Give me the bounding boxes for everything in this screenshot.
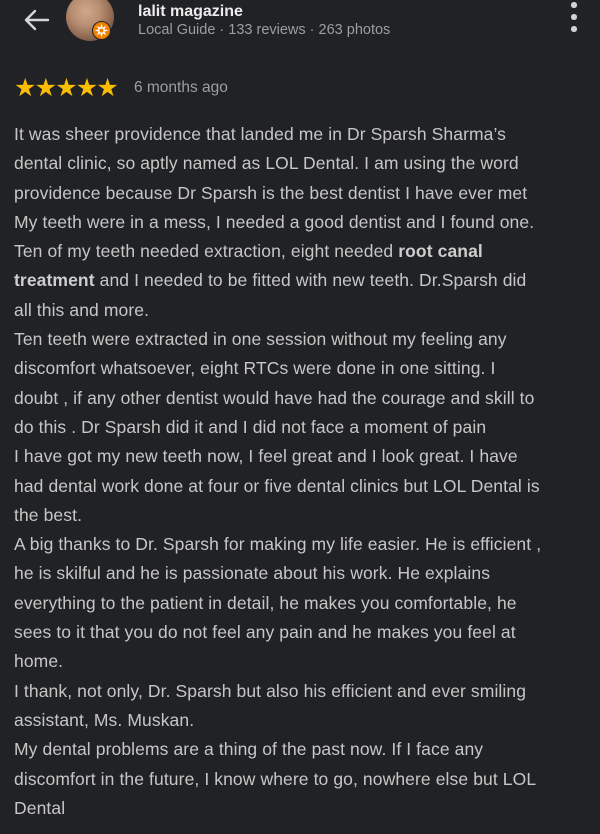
reviewer-name: lalit magazine <box>138 3 243 20</box>
review-line: do this . Dr Sparsh did it and I did not face a moment of pain <box>14 416 487 437</box>
local-guide-badge-icon <box>92 21 111 40</box>
review-line: all this and more. <box>14 299 150 320</box>
star-icon: ★ <box>55 74 78 102</box>
star-icon: ★ <box>14 74 37 102</box>
review-line: had dental work done at four or five dental clinics but LOL Dental is <box>14 475 540 496</box>
review-line: discomfort whatsoever, eight RTCs were done in one sitting. I <box>14 358 496 379</box>
star-rating <box>14 75 117 101</box>
review-line: I thank, not only, Dr. Sparsh but also his efficient and ever smiling <box>14 680 527 701</box>
back-button[interactable] <box>16 2 56 38</box>
review-line: home. <box>14 651 64 672</box>
review-date: 6 months ago <box>133 79 228 96</box>
rating-row <box>14 74 228 102</box>
review-line: Ten of my teeth needed extraction, eight needed root canal <box>14 241 483 262</box>
dot-icon <box>571 2 577 8</box>
review-line: he is skilful and he is passionate about his work. He explains <box>14 563 491 584</box>
review-line: dental clinic, so aptly named as LOL Dental. I am using the word <box>14 153 519 174</box>
dot-icon <box>571 14 577 20</box>
reviewer-meta: Local Guide · 133 reviews · 263 photos <box>138 22 391 38</box>
review-line: It was sheer providence that landed me in Dr Sparsh Sharma’s <box>14 124 507 144</box>
dot-icon <box>571 26 577 32</box>
star-icon: ★ <box>96 74 119 102</box>
back-arrow-icon <box>23 9 50 31</box>
star-icon: ★ <box>75 74 99 102</box>
review-line: providence because Dr Sparsh is the best dentist I have ever met <box>14 182 528 203</box>
review-line: doubt , if any other dentist would have had the courage and skill to <box>14 387 535 408</box>
review-line: discomfort in the future, I know where to go, nowhere else but LOL <box>14 768 537 789</box>
review-line: I have got my new teeth now, I feel great and I look great. I have <box>14 446 518 467</box>
review-line: A big thanks to Dr. Sparsh for making my life easier. He is efficient , <box>14 534 542 555</box>
review-line: the best. <box>14 504 83 525</box>
review-line: My dental problems are a thing of the past now. If I face any <box>14 739 484 760</box>
review-line: sees to it that you do not feel any pain and he makes you feel at <box>14 622 516 643</box>
review-line: everything to the patient in detail, he makes you comfortable, he <box>14 592 517 613</box>
review-line: assistant, Ms. Muskan. <box>14 709 195 730</box>
review-text <box>14 120 592 823</box>
review-line: My teeth were in a mess, I needed a good dentist and I found one. <box>14 211 535 232</box>
review-line: Ten teeth were extracted in one session without my feeling any <box>14 329 507 350</box>
avatar[interactable] <box>66 0 114 41</box>
review-line: Dental <box>14 797 66 818</box>
overflow-menu-button[interactable] <box>560 0 588 40</box>
review-header <box>0 0 600 60</box>
review-line: treatment and I needed to be fitted with new teeth. Dr.Sparsh did <box>14 270 527 291</box>
star-icon: ★ <box>34 74 58 102</box>
